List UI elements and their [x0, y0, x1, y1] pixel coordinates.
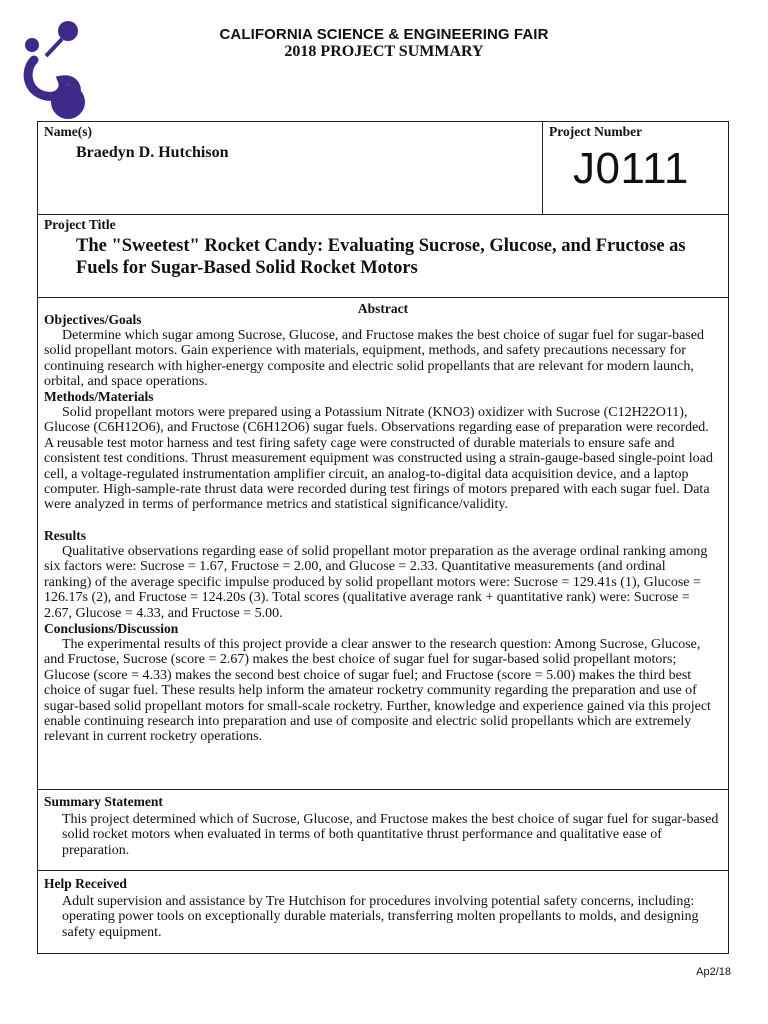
names-label: Name(s) [44, 124, 92, 139]
results-text: Qualitative observations regarding ease of solid propellant motor preparation as the average ordinal ranking among six factors were: Sucrose = 1.67, Fructose = 2.00, and Glucose = 2.33. Quantitative measurements (and ordinal ranking) of the average specific impulse produced by solid propellant motors were: Sucrose = 129.41s (1), Glucose = 126.17s (2), and Fructose = 124.20s (3). Total scores (qualitative average rank + quantitative rank) were: Sucrose = 2.67, Glucose = 4.33, and Fructose = 5.00. [44, 544, 708, 621]
name-number-divider [542, 122, 543, 214]
form-revision-code: Ap2/18 [696, 966, 731, 978]
logo-bottom-dot [51, 85, 85, 119]
summary-statement-text: This project determined which of Sucrose, Glucose, and Fructose makes the best choice of sugar fuel for sugar-based solid rocket motors when evaluated in terms of both quantitative thrust performance and qualitative ease of preparation. [62, 812, 719, 858]
project-title-value: The "Sweetest" Rocket Candy: Evaluating Sucrose, Glucose, and Fructose as Fuels for Sugar-Based Solid Rocket Motors [76, 236, 686, 278]
names-value: Braedyn D. Hutchison [76, 144, 229, 161]
summary-statement-label: Summary Statement [44, 794, 163, 809]
fair-subtitle: 2018 PROJECT SUMMARY [284, 43, 484, 60]
project-summary-form [37, 121, 729, 954]
fair-title: CALIFORNIA SCIENCE & ENGINEERING FAIR [219, 26, 549, 43]
divider-after-names [38, 214, 728, 215]
methods-text: Solid propellant motors were prepared using a Potassium Nitrate (KNO3) oxidizer with Sucrose (C12H22O11), Glucose (C6H12O6), and Fructose (C6H12O6) sugar fuels. Observations regarding ease of preparation were recorded. A reusable test motor harness and test firing safety cage were constructed of durable materials to ensure safe and consistent test conditions. Thrust measurement equipment was constructed using a strain-gauge-based single-point load cell, a voltage-regulated instrumentation amplifier circuit, an analog-to-digital data acquisition device, and a laptop computer. High-sample-rate thrust data were recorded during test firings of motors prepared with each sugar fuel. Data were analyzed in terms of performance metrics and statistical significance/validity. [44, 405, 713, 513]
objectives-heading: Objectives/Goals [44, 312, 142, 327]
methods-heading: Methods/Materials [44, 389, 154, 404]
project-number-value: J0111 [573, 144, 689, 193]
divider-after-abstract [38, 789, 728, 790]
conclusions-text: The experimental results of this project provide a clear answer to the research question: Among Sucrose, Glucose, and Fructose, Sucrose (score = 2.67) makes the best choice of sugar fuel for sugar-based solid propellant motors; Glucose (score = 4.33) makes the second best choice of sugar fuel; and Fructose (score = 5.00) makes the third best choice of sugar fuel. These results help inform the amateur rocketry community regarding the preparation and use of sugar-based solid propellant motors for small-scale rocketry. Further, knowledge and experience gained via this project enable continuing research into preparation and use of composite and electric solid propellants which are extremely relevant in current rocketry operations. [44, 637, 711, 745]
results-heading: Results [44, 528, 87, 543]
project-number-label: Project Number [549, 124, 643, 139]
objectives-text: Determine which sugar among Sucrose, Glucose, and Fructose makes the best choice of sugar fuel for sugar-based solid propellant motors. Gain experience with materials, equipment, methods, and safety precautions necessary for continuing research with higher-energy composite and electric solid propellants that are relevant for modern launch, orbital, and space operations. [44, 328, 704, 390]
divider-after-title [38, 297, 728, 298]
abstract-heading: Abstract [357, 301, 409, 316]
conclusions-heading: Conclusions/Discussion [44, 621, 179, 636]
help-received-label: Help Received [44, 876, 127, 891]
help-received-text: Adult supervision and assistance by Tre Hutchison for procedures involving potential safety concerns, including: operating power tools on exceptionally durable materials, transferring molten propellants to molds, and designing safety equipment. [62, 894, 699, 940]
divider-after-summary [38, 870, 728, 871]
project-title-label: Project Title [44, 217, 116, 232]
